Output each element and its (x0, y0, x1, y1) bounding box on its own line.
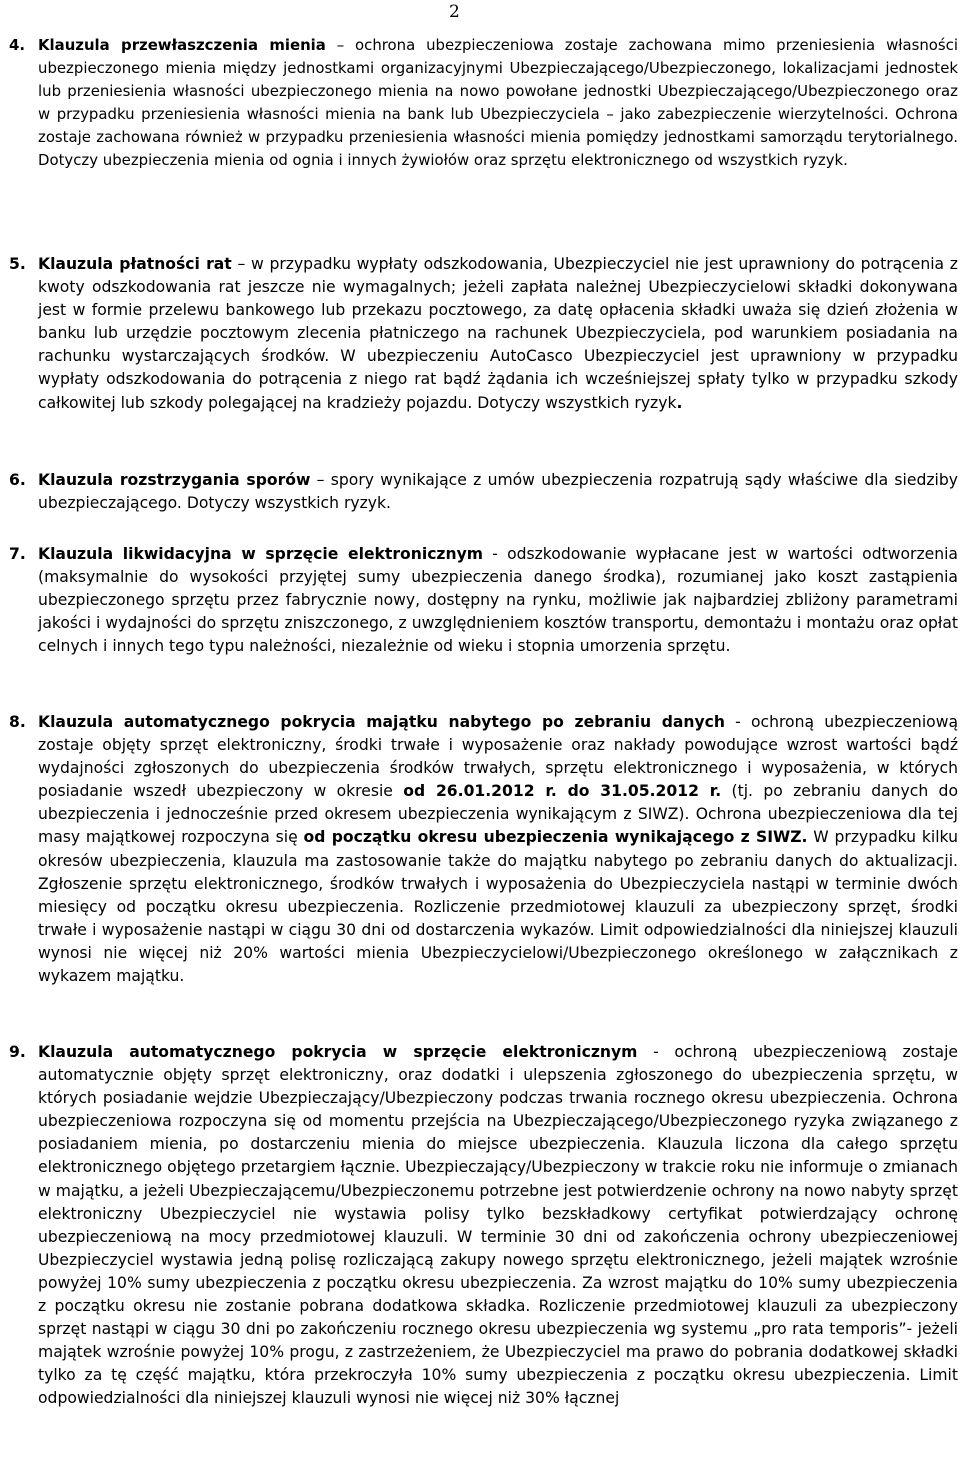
clause-body: odszkodowanie wypłacane jest w wartości odtworzenia (maksymalnie do wysokości przyjętej sumy ubezpieczenia danego środka), rozumianej jako koszt zastąpienia ubezpieczonego sprzętu przez fabrycznie nowy, dostępny na rynku, możliwie jak najbardziej zbliżony parametrami jakości i wydajności do sprzętu zniszczonego, z uwzględnieniem kosztów transportu, demontażu i montażu oraz opłat celnych i innych tego typu należności, niezależnie od wieku i stopnia umorzenia sprzętu. (38, 545, 958, 656)
clause-9 (9, 1041, 958, 1411)
clause-body-part-3: W przypadku kilku okresów ubezpieczenia, klauzula ma zastosowanie także do majątku nabytego po zebraniu danych do aktualizacji. Zgłoszenie sprzętu elektronicznego, środków trwałych i wyposażenia do Ubezpieczyciela nastąpi w terminie dwóch miesięcy od początku okresu ubezpieczenia. Rozliczenie przedmiotowej klauzuli za ubezpieczony sprzęt, środki trwałe i wyposażenie nastąpi w ciągu 30 dni od dostarczenia wykazów. Limit odpowiedzialności dla niniejszej klauzuli wynosi nie więcej niż 20% wartości mienia Ubezpieczycielowi/Ubezpieczonego określonego w załącznikach z wykazem majątku. (38, 828, 958, 986)
clause-title: Klauzula automatycznego pokrycia majątku nabytego po zebraniu danych (38, 713, 726, 731)
clause-body: spory wynikające z umów ubezpieczenia rozpatrują sądy właściwe dla siedziby ubezpieczającego. Dotyczy wszystkich ryzyk. (38, 471, 958, 513)
clause-number: 4. (9, 36, 26, 54)
clause-dash: - (725, 713, 751, 731)
page-number: 2 (449, 2, 460, 22)
clause-number: 6. (9, 471, 26, 489)
clause-number: 9. (9, 1043, 26, 1061)
clause-dash: – (231, 255, 251, 273)
clause-body-part-2: (tj. po zebraniu danych do ubezpieczenia i jednocześnie przed okresem ubezpieczenia wynikającym z SIWZ). Ochrona ubezpieczeniowa dla tej masy majątkowej rozpoczyna się (38, 782, 958, 847)
clause-body: ochroną ubezpieczeniową zostaje automatycznie objęty sprzęt elektroniczny, oraz dodatki i ulepszenia zgłoszonego do ubezpieczenia sprzętu, w których posiadanie wejdzie Ubezpieczający/Ubezpieczony podczas trwania rocznego okresu ubezpieczenia. Ochrona ubezpieczeniowa rozpoczyna się od momentu przejścia na Ubezpieczającego/Ubezpieczonego ryzyka związanego z posiadaniem mienia, po dostarczeniu mienia do miejsce ubezpieczenia. Klauzula liczona dla całego sprzętu elektronicznego objętego przetargiem łącznie. Ubezpieczający/Ubezpieczony w trakcie roku nie informuje o zmianach w majątku, a jeżeli Ubezpieczającemu/Ubezpieczonemu potrzebne jest potwierdzenie ochrony na nowo nabyty sprzęt elektroniczny Ubezpieczyciel nie wystawia polisy tylko bezskładkowy certyfikat potwierdzający ochronę ubezpieczeniową na mocy przedmiotowej klauzuli. W terminie 30 dni od zakończenia ochrony ubezpieczeniowej Ubezpieczyciel wystawia jedną polisę rozliczającą zakupy nowego sprzętu elektronicznego, jeżeli majątek wzrośnie powyżej 10% sumy ubezpieczenia z początku okresu ubezpieczenia. Za wzrost majątku do 10% sumy ubezpieczenia z początku okresu nie zostanie pobrana dodatkowa składka. Rozliczenie przedmiotowej klauzuli za ubezpieczony sprzęt nastąpi w ciągu 30 dni po zakończeniu rocznego okresu ubezpieczenia wg systemu „pro rata temporis”- jeżeli majątek wzrośnie powyżej 10% progu, z zastrzeżeniem, że Ubezpieczyciel ma prawo do pobrania dodatkowej składki tylko za tę część majątku, która przekroczyła 10% sumy ubezpieczenia z początku okresu ubezpieczenia. Limit odpowiedzialności dla niniejszej klauzuli wynosi nie więcej niż 30% łącznej (38, 1043, 958, 1408)
clause-6 (9, 469, 958, 515)
clause-title: Klauzula likwidacyjna w sprzęcie elektronicznym (38, 545, 484, 563)
clause-dash: – (310, 471, 331, 489)
clause-title: Klauzula płatności rat (38, 255, 232, 273)
clause-5 (9, 253, 958, 415)
coverage-start: od początku okresu ubezpieczenia wynikającego z SIWZ. (303, 828, 808, 847)
clause-dash: - (483, 545, 508, 563)
clause-title: Klauzula automatycznego pokrycia w sprzęcie elektronicznym (38, 1043, 638, 1061)
clause-end: . (676, 393, 683, 412)
clause-8 (9, 711, 958, 988)
clause-body-part-1: ochroną ubezpieczeniową zostaje objęty sprzęt elektroniczny, środki trwałe i wyposażenie oraz nakłady powodujące wzrost wartości bądź wydajności zgłoszonych do ubezpieczenia środków trwałych, sprzętu elektronicznego i wyposażenia, w których posiadanie wszedł ubezpieczony w okresie (38, 713, 958, 801)
clause-number: 7. (9, 545, 26, 563)
date-range: od 26.01.2012 r. do 31.05.2012 r. (403, 782, 722, 801)
clause-dash: - (637, 1043, 675, 1061)
clause-dash: – (325, 36, 356, 54)
clause-7 (9, 543, 958, 658)
clause-body: w przypadku wypłaty odszkodowania, Ubezpieczyciel nie jest uprawniony do potrącenia z kwoty odszkodowania rat jeszcze nie wymagalnych; jeżeli zapłata należnej Ubezpieczycielowi składki dokonywana jest w formie przelewu bankowego lub przekazu pocztowego, za datę opłacenia składki uważa się dzień złożenia w banku lub urzędzie pocztowym zlecenia płatniczego na rachunek Ubezpieczyciela, pod warunkiem posiadania na rachunku wystarczających środków. W ubezpieczeniu AutoCasco Ubezpieczyciel jest uprawniony w przypadku wypłaty odszkodowania do potrącenia z niego rat bądź żądania ich wcześniejszej spłaty tylko w przypadku szkody całkowitej lub szkody polegającej na kradzieży pojazdu. Dotyczy wszystkich ryzyk (38, 255, 958, 412)
clause-title: Klauzula przewłaszczenia mienia (38, 36, 326, 54)
clause-body: ochrona ubezpieczeniowa zostaje zachowana mimo przeniesienia własności ubezpieczonego mienia między jednostkami organizacyjnymi Ubezpieczającego/Ubezpieczonego, lokalizacjami jednostek lub przeniesienia własności ubezpieczonego mienia na nowo powołane jednostki Ubezpieczającego/Ubezpieczonego oraz w przypadku przeniesienia własności mienia na bank lub Ubezpieczyciela – jako zabezpieczenie wierzytelności. Ochrona zostaje zachowana również w przypadku przeniesienia własności mienia pomiędzy jednostkami samorządu terytorialnego. Dotyczy ubezpieczenia mienia od ognia i innych żywiołów oraz sprzętu elektronicznego od wszystkich ryzyk. (38, 36, 958, 170)
clause-title: Klauzula rozstrzygania sporów (38, 471, 311, 489)
clause-number: 5. (9, 255, 26, 273)
clause-number: 8. (9, 713, 26, 731)
clause-4 (9, 34, 958, 173)
